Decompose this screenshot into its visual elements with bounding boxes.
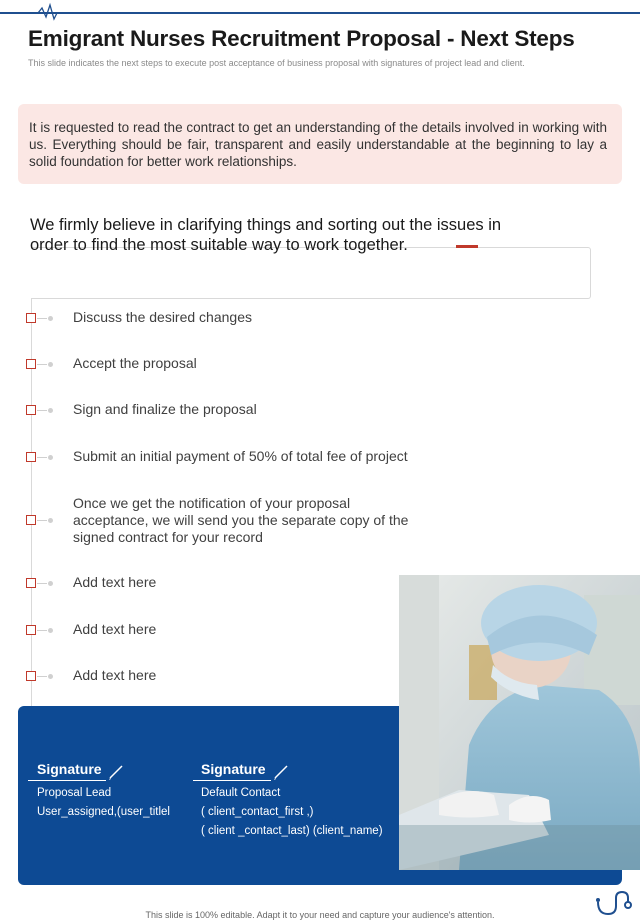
pen-icon <box>107 763 125 781</box>
step-connector <box>37 583 47 584</box>
step-dot <box>48 455 53 460</box>
stethoscope-icon <box>594 888 634 920</box>
header-rule <box>0 12 640 14</box>
step-dot <box>48 408 53 413</box>
step-marker <box>26 625 36 635</box>
heartbeat-icon <box>28 2 74 22</box>
signature-underline <box>28 780 106 781</box>
step-dot <box>48 362 53 367</box>
belief-statement: We firmly believe in clarifying things and sorting out the issues in order to find the most suitable way to work together. <box>30 216 502 254</box>
step-connector <box>37 676 47 677</box>
signature-line: User_assigned,(user_titlel <box>37 806 170 818</box>
step-dot <box>48 581 53 586</box>
footer-note: This slide is 100% editable. Adapt it to your need and capture your audience's attention. <box>145 910 495 920</box>
step-marker <box>26 578 36 588</box>
step-connector <box>37 520 47 521</box>
step-marker <box>26 313 36 323</box>
step-marker <box>26 405 36 415</box>
intro-text: It is requested to read the contract to get an understanding of the details involved in working with us. Everything should be fair, transparent and easily understandable at the beginning to lay a solid foundation for better work relationships. <box>29 120 607 169</box>
step-text: Add text here <box>73 667 157 683</box>
signature-line: Default Contact <box>201 787 281 799</box>
step-marker <box>26 359 36 369</box>
step-marker <box>26 671 36 681</box>
step-connector <box>37 410 47 411</box>
step-text: Discuss the desired changes <box>73 309 252 325</box>
signature-line: ( client _contact_last) (client_name) <box>201 825 383 837</box>
pen-icon <box>272 763 290 781</box>
nurse-photo <box>399 575 640 870</box>
signature-line: Proposal Lead <box>37 787 112 799</box>
page-subtitle: This slide indicates the next steps to execute post acceptance of business proposal with signatures of project lead and client. <box>28 58 525 68</box>
step-connector <box>37 318 47 319</box>
step-text: Once we get the notification of your proposal acceptance, we will send you the separate copy of the signed contract for your record <box>73 495 409 545</box>
step-dot <box>48 316 53 321</box>
step-text: Add text here <box>73 574 157 590</box>
signature-title: Signature <box>37 761 102 777</box>
step-connector <box>37 457 47 458</box>
step-text: Accept the proposal <box>73 355 197 371</box>
step-dot <box>48 628 53 633</box>
step-dot <box>48 518 53 523</box>
signature-line: ( client_contact_first ,) <box>201 806 314 818</box>
step-dot <box>48 674 53 679</box>
signature-title: Signature <box>201 761 266 777</box>
page-title: Emigrant Nurses Recruitment Proposal - Next Steps <box>28 26 575 51</box>
step-marker <box>26 452 36 462</box>
step-connector <box>37 630 47 631</box>
step-marker <box>26 515 36 525</box>
step-text: Sign and finalize the proposal <box>73 401 257 417</box>
step-connector <box>37 364 47 365</box>
step-text: Add text here <box>73 621 157 637</box>
step-text: Submit an initial payment of 50% of total fee of project <box>73 448 408 464</box>
signature-underline <box>193 780 271 781</box>
